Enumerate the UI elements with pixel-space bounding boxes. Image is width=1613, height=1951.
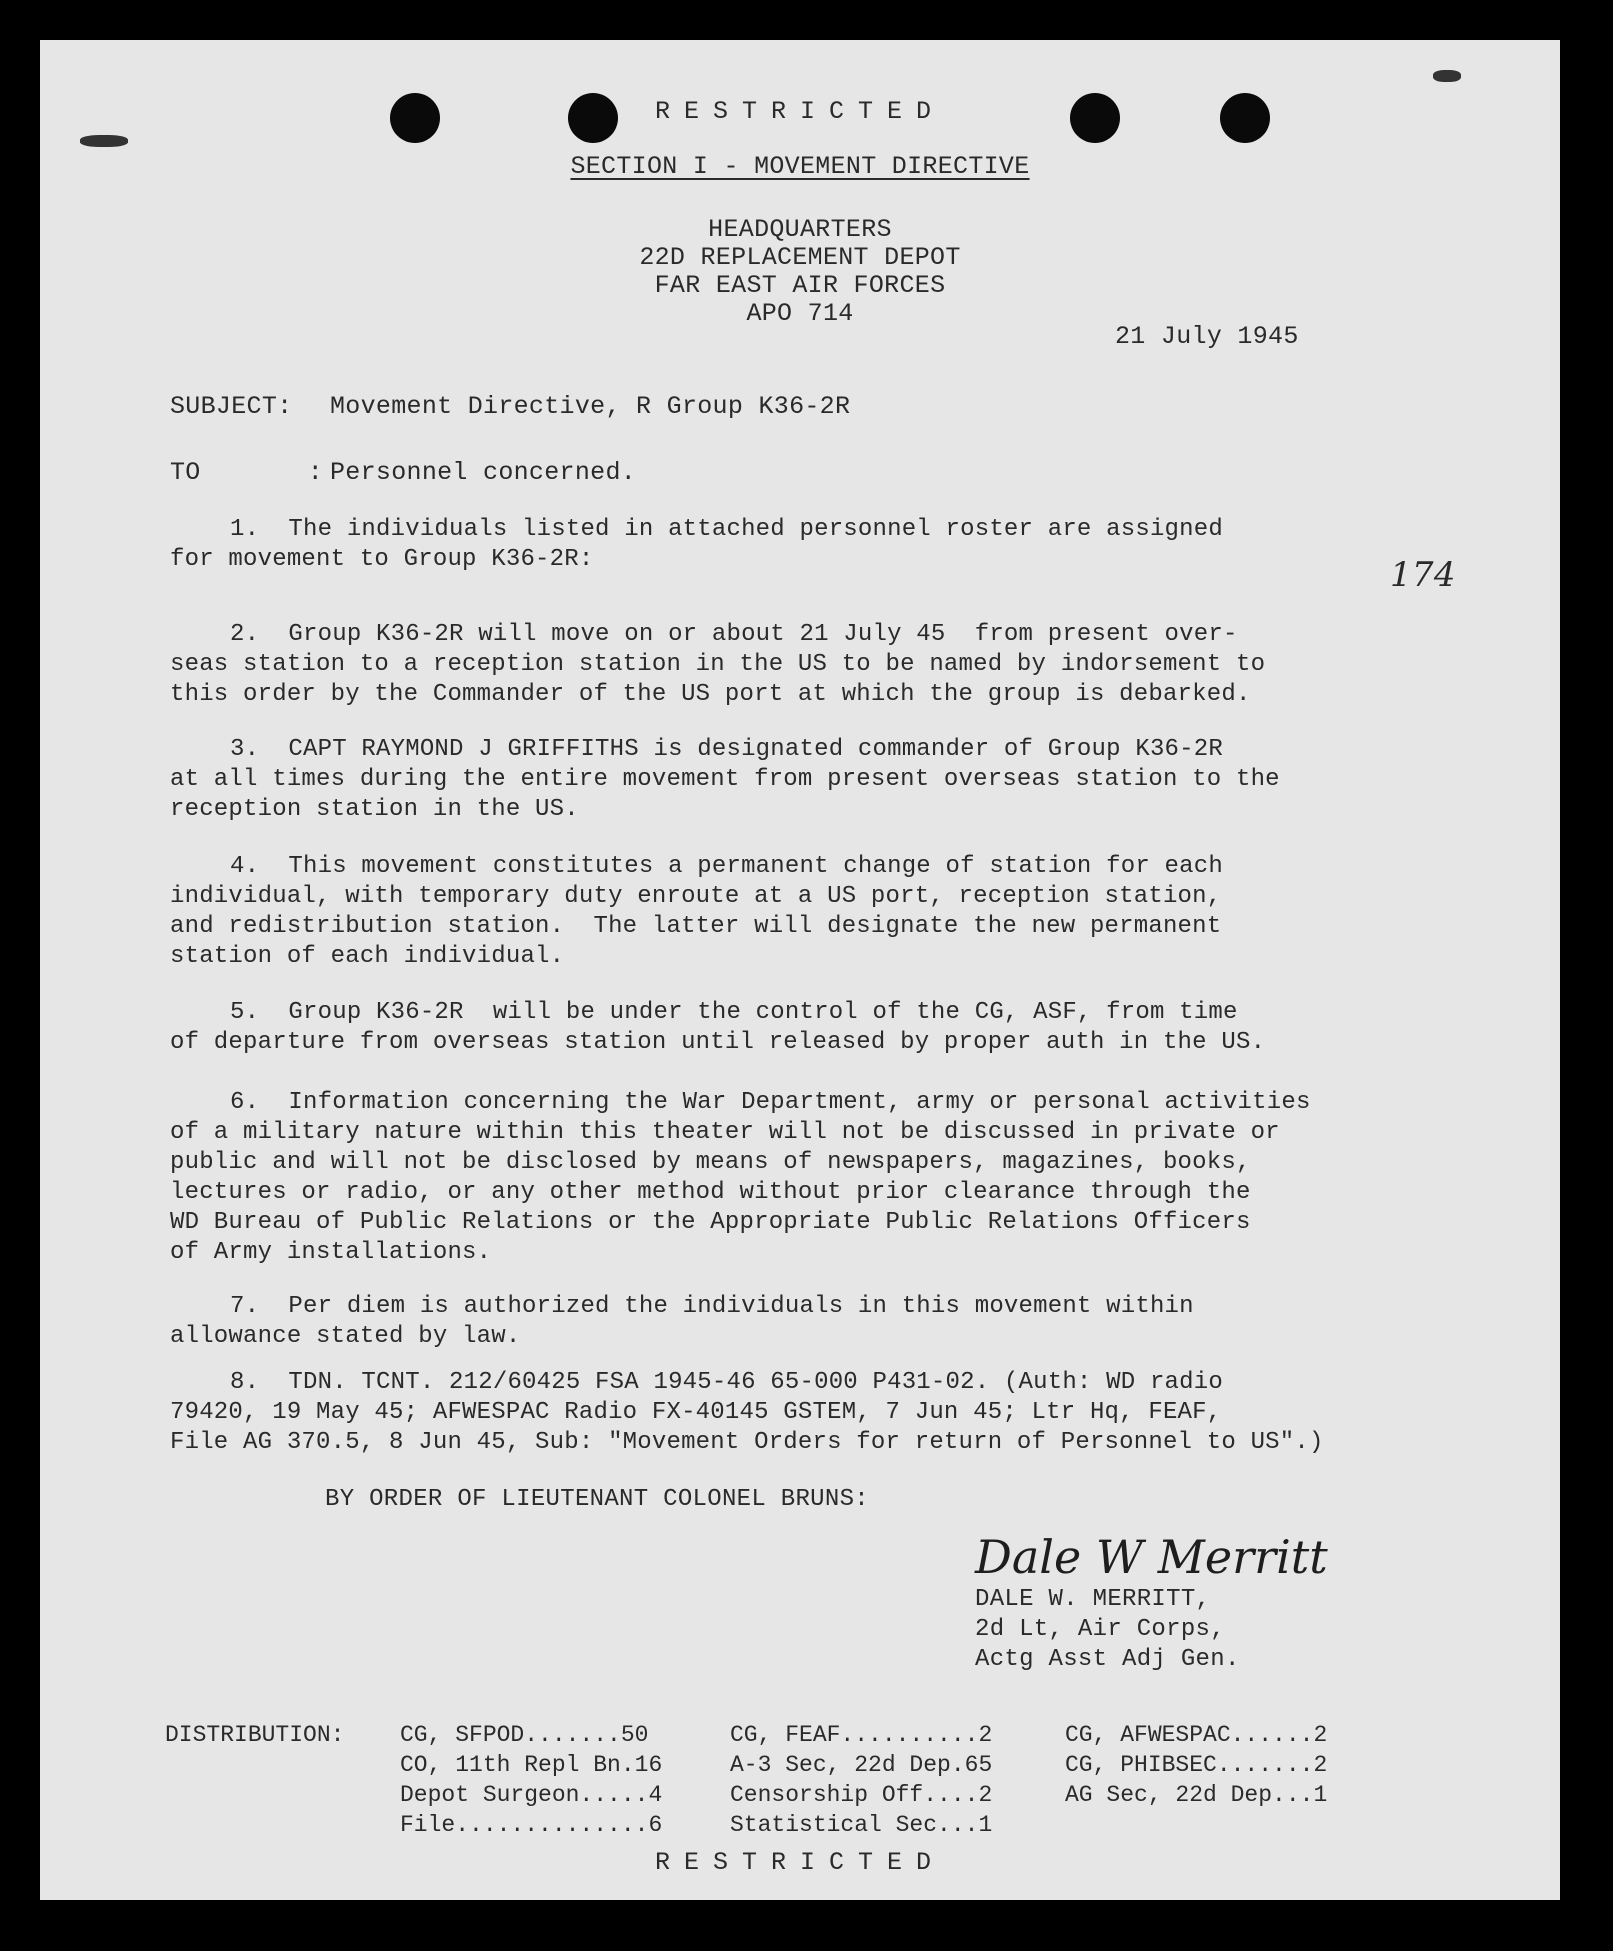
distribution-entry: Depot Surgeon.....4 bbox=[400, 1782, 663, 1808]
paragraph-line: WD Bureau of Public Relations or the Appropriate Public Relations Officers bbox=[170, 1209, 1251, 1236]
distribution-column-3 bbox=[1065, 1720, 1327, 1810]
paragraph-5 bbox=[170, 998, 1440, 1058]
document-date: 21 July 1945 bbox=[1115, 322, 1299, 351]
paragraph-4 bbox=[170, 852, 1440, 972]
distribution-entry: CG, PHIBSEC.......2 bbox=[1065, 1752, 1328, 1778]
paragraph-line: 1. The individuals listed in attached personnel roster are assigned bbox=[230, 516, 1223, 543]
paragraph-1 bbox=[170, 515, 1440, 575]
paragraph-line: allowance stated by law. bbox=[170, 1323, 521, 1350]
ink-smudge bbox=[1433, 70, 1461, 82]
paragraph-line: station of each individual. bbox=[170, 943, 565, 970]
classification-top: RESTRICTED bbox=[654, 97, 946, 126]
hq-line-3: FAR EAST AIR FORCES bbox=[654, 271, 946, 300]
to-value: Personnel concerned. bbox=[330, 458, 637, 487]
subject-value: Movement Directive, R Group K36-2R bbox=[330, 392, 851, 421]
paragraph-line: seas station to a reception station in the US to be named by indorsement to bbox=[170, 651, 1266, 678]
distribution-label: DISTRIBUTION: bbox=[165, 1722, 345, 1748]
subject-label: SUBJECT: bbox=[170, 392, 293, 421]
distribution-entry: CO, 11th Repl Bn.16 bbox=[400, 1752, 663, 1778]
page-number: 174 bbox=[1390, 555, 1456, 595]
signatory-title: Actg Asst Adj Gen. bbox=[975, 1646, 1240, 1673]
paragraph-2 bbox=[170, 620, 1440, 710]
paragraph-line: 6. Information concerning the War Department, army or personal activities bbox=[230, 1089, 1311, 1116]
paragraph-line: 2. Group K36-2R will move on or about 21 July 45 from present over- bbox=[230, 621, 1238, 648]
distribution-entry: CG, SFPOD.......50 bbox=[400, 1722, 649, 1748]
handwritten-signature: Dale W Merritt bbox=[975, 1530, 1328, 1584]
order-line: BY ORDER OF LIEUTENANT COLONEL BRUNS: bbox=[325, 1486, 869, 1513]
paragraph-line: lectures or radio, or any other method without prior clearance through the bbox=[170, 1179, 1251, 1206]
distribution-entry: A-3 Sec, 22d Dep.65 bbox=[730, 1752, 993, 1778]
ink-smudge bbox=[80, 135, 128, 147]
paragraph-line: this order by the Commander of the US port at which the group is debarked. bbox=[170, 681, 1251, 708]
paragraph-line: public and will not be disclosed by means of newspapers, magazines, books, bbox=[170, 1149, 1251, 1176]
distribution-entry: Censorship Off....2 bbox=[730, 1782, 993, 1808]
signatory-name: DALE W. MERRITT, bbox=[975, 1586, 1211, 1613]
to-label: TO : bbox=[170, 458, 324, 487]
paragraph-line: 8. TDN. TCNT. 212/60425 FSA 1945-46 65-000 P431-02. (Auth: WD radio bbox=[230, 1369, 1223, 1396]
paragraph-line: 7. Per diem is authorized the individuals in this movement within bbox=[230, 1293, 1194, 1320]
paragraph-line: 5. Group K36-2R will be under the control of the CG, ASF, from time bbox=[230, 999, 1238, 1026]
distribution-entry: CG, FEAF..........2 bbox=[730, 1722, 993, 1748]
paragraph-line: and redistribution station. The latter will designate the new permanent bbox=[170, 913, 1222, 940]
distribution-entry: Statistical Sec...1 bbox=[730, 1812, 993, 1838]
paragraph-line: of departure from overseas station until released by proper auth in the US. bbox=[170, 1029, 1266, 1056]
paragraph-line: for movement to Group K36-2R: bbox=[170, 546, 594, 573]
distribution-column-2 bbox=[730, 1720, 992, 1840]
distribution-entry: File..............6 bbox=[400, 1812, 663, 1838]
paragraph-6 bbox=[170, 1088, 1440, 1268]
paragraph-line: at all times during the entire movement from present overseas station to the bbox=[170, 766, 1280, 793]
paragraph-3 bbox=[170, 735, 1440, 825]
distribution-entry: CG, AFWESPAC......2 bbox=[1065, 1722, 1328, 1748]
paragraph-line: of Army installations. bbox=[170, 1239, 492, 1266]
paragraph-line: 79420, 19 May 45; AFWESPAC Radio FX-40145 GSTEM, 7 Jun 45; Ltr Hq, FEAF, bbox=[170, 1399, 1222, 1426]
paragraph-8 bbox=[170, 1368, 1440, 1458]
paragraph-line: File AG 370.5, 8 Jun 45, Sub: "Movement Orders for return of Personnel to US".) bbox=[170, 1429, 1324, 1456]
distribution-column-1 bbox=[400, 1720, 662, 1840]
classification-bottom: RESTRICTED bbox=[654, 1848, 946, 1877]
distribution-entry: AG Sec, 22d Dep...1 bbox=[1065, 1782, 1328, 1808]
paragraph-line: 4. This movement constitutes a permanent change of station for each bbox=[230, 853, 1223, 880]
paragraph-line: reception station in the US. bbox=[170, 796, 579, 823]
paragraph-line: of a military nature within this theater will not be discussed in private or bbox=[170, 1119, 1280, 1146]
paragraph-line: 3. CAPT RAYMOND J GRIFFITHS is designated commander of Group K36-2R bbox=[230, 736, 1223, 763]
hq-line-2: 22D REPLACEMENT DEPOT bbox=[639, 243, 961, 272]
section-title: SECTION I - MOVEMENT DIRECTIVE bbox=[570, 152, 1030, 181]
signatory-rank: 2d Lt, Air Corps, bbox=[975, 1616, 1225, 1643]
paragraph-line: individual, with temporary duty enroute at a US port, reception station, bbox=[170, 883, 1222, 910]
paragraph-7 bbox=[170, 1292, 1440, 1352]
hq-line-1: HEADQUARTERS bbox=[708, 215, 892, 244]
document-page bbox=[40, 40, 1560, 1900]
hq-line-4: APO 714 bbox=[746, 299, 854, 328]
